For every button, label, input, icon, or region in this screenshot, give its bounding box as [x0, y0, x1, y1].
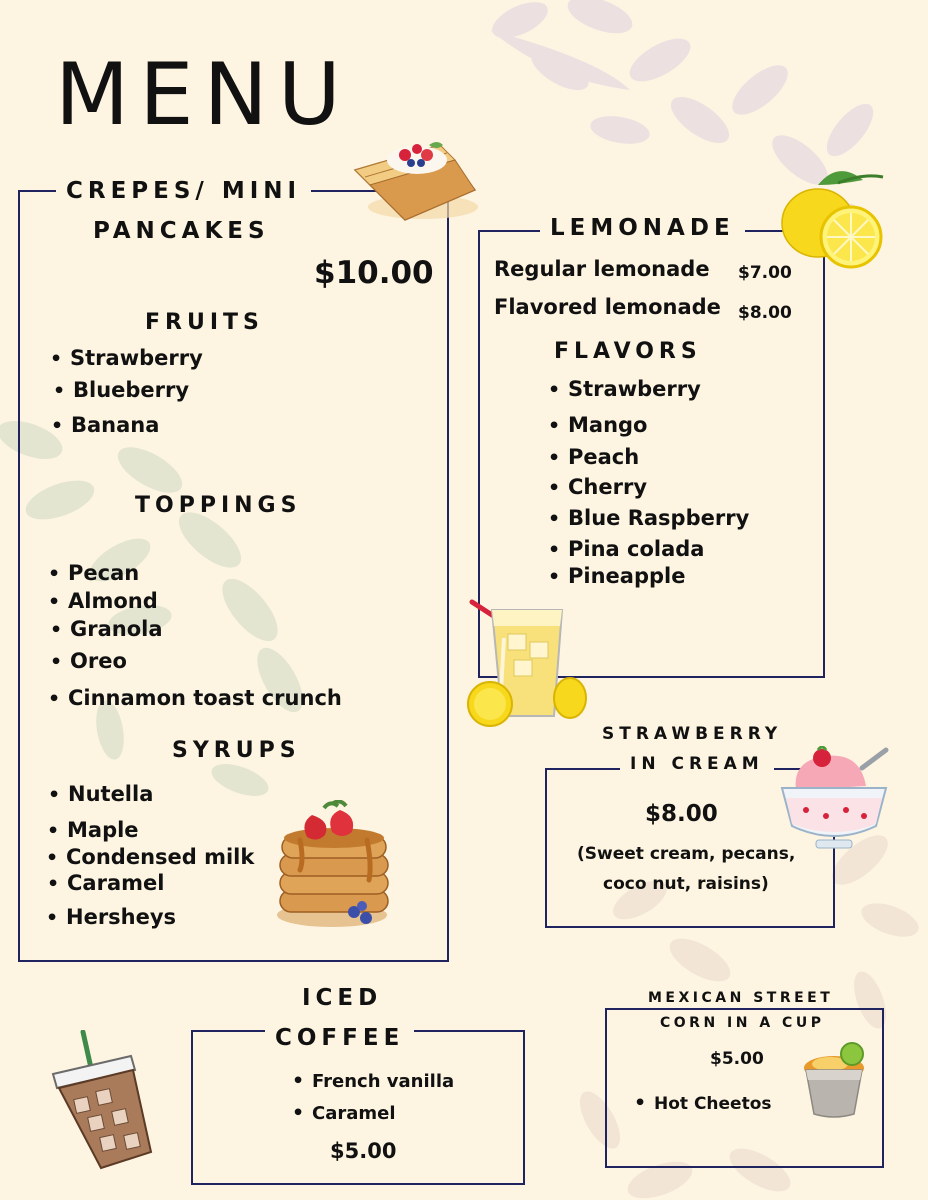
list-item: • Granola [50, 619, 163, 640]
list-item: • Peach [548, 447, 639, 468]
street-corn-price: $5.00 [710, 1049, 764, 1069]
flavored-lemonade-price: $8.00 [738, 303, 792, 323]
lemonade-glass-icon [462, 598, 590, 728]
flavored-lemonade-label: Flavored lemonade [494, 295, 721, 319]
toppings-heading: TOPPINGS [135, 493, 302, 518]
strawberry-cream-price: $8.00 [645, 801, 718, 827]
iced-coffee-heading: ICED [302, 985, 383, 1011]
regular-lemonade-price: $7.00 [738, 263, 792, 283]
list-item: • Strawberry [50, 348, 203, 369]
list-item: • Strawberry [548, 379, 701, 400]
list-item: • Pecan [48, 563, 139, 584]
list-item: • Banana [51, 415, 159, 436]
list-item: • Pina colada [548, 539, 704, 560]
list-item: • Caramel [47, 873, 164, 894]
syrups-heading: SYRUPS [172, 738, 301, 763]
flavors-heading: FLAVORS [554, 339, 702, 364]
strawberry-cream-description: (Sweet cream, pecans, [577, 844, 796, 864]
corn-cup-icon [800, 1040, 870, 1120]
list-item: • Blue Raspberry [548, 508, 749, 529]
list-item: • Condensed milk [46, 847, 254, 868]
lemonade-heading: LEMONADE [540, 217, 745, 240]
list-item: • Hot Cheetos [634, 1094, 772, 1113]
pancake-stack-icon [272, 800, 397, 935]
crepes-heading-line2: PANCAKES [93, 218, 270, 244]
list-item: • Oreo [50, 651, 127, 672]
iced-coffee-heading-line2: COFFEE [265, 1027, 414, 1050]
list-item: • Pineapple [548, 566, 685, 587]
street-corn-heading-line2: CORN IN A CUP [660, 1015, 825, 1031]
iced-coffee-icon [45, 1030, 165, 1175]
strawberry-cream-heading-line2: IN CREAM [620, 756, 774, 773]
list-item: • French vanilla [292, 1072, 454, 1091]
list-item: • Nutella [48, 784, 153, 805]
strawberry-cream-heading: STRAWBERRY [602, 724, 783, 744]
crepes-heading: CREPES/ MINI [56, 180, 311, 203]
crepe-icon [345, 125, 485, 230]
list-item: • Maple [47, 820, 139, 841]
regular-lemonade-label: Regular lemonade [494, 257, 710, 281]
crepes-price: $10.00 [314, 255, 434, 291]
list-item: • Cinnamon toast crunch [48, 688, 342, 709]
lemon-icon [778, 165, 888, 270]
list-item: • Almond [48, 591, 158, 612]
list-item: • Mango [548, 415, 647, 436]
list-item: • Caramel [292, 1104, 396, 1123]
menu-title: MENU [55, 45, 351, 145]
street-corn-heading: MEXICAN STREET [640, 991, 841, 1005]
strawberry-cream-description-line2: coco nut, raisins) [603, 874, 769, 894]
fruits-heading: FRUITS [145, 310, 264, 335]
strawberry-cream-cup-icon [776, 746, 894, 854]
list-item: • Cherry [548, 477, 647, 498]
list-item: • Hersheys [46, 907, 176, 928]
iced-coffee-price: $5.00 [330, 1139, 397, 1163]
list-item: • Blueberry [53, 380, 189, 401]
